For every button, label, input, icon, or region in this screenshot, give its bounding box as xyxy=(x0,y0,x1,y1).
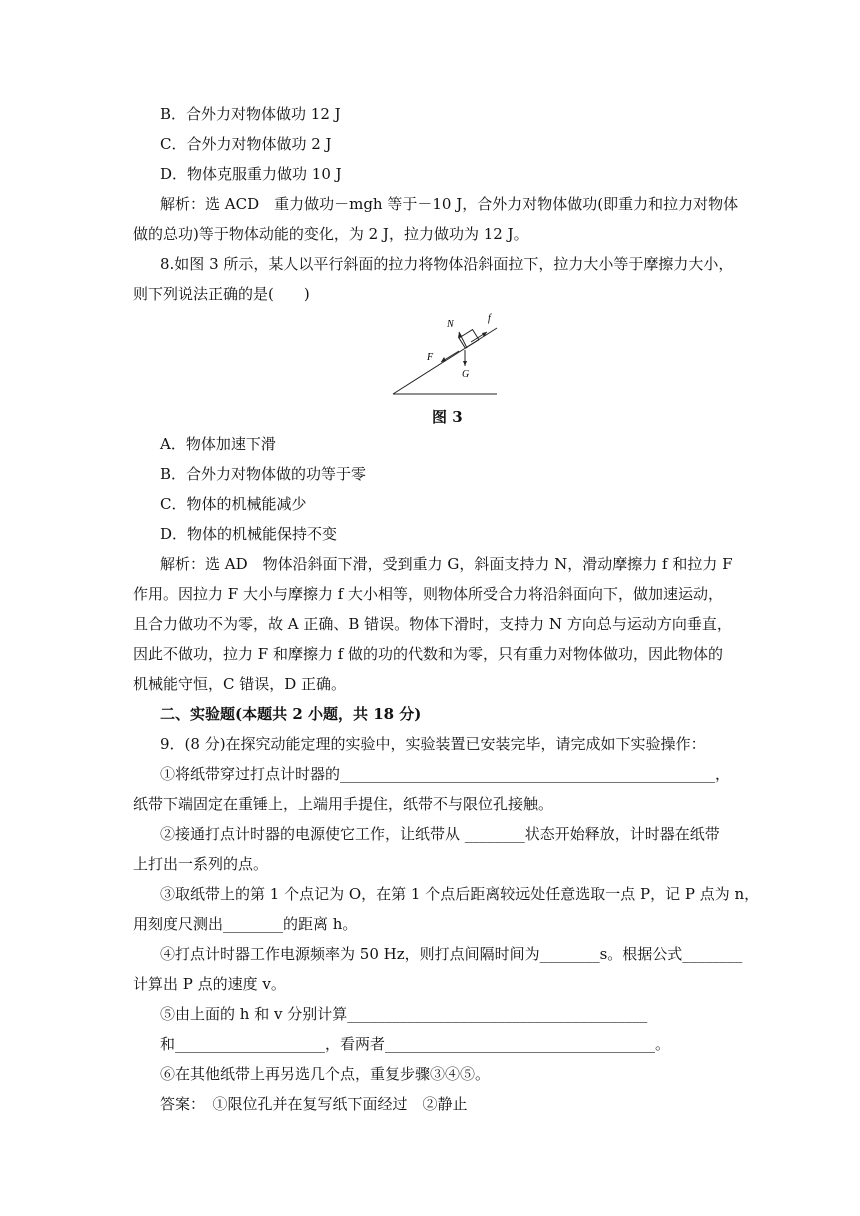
q9-step1-line-1: ①将纸带穿过打点计时器的__________________________________________________， xyxy=(160,765,731,783)
q9-step6: ⑥在其他纸带上再另选几个点，重复步骤③④⑤。 xyxy=(160,1065,491,1083)
figure-caption: 图 3 xyxy=(432,408,463,426)
q9-intro: 9．(8 分)在探究动能定理的实验中，实验装置已安装完毕，请完成如下实验操作： xyxy=(160,735,706,753)
option-b: B．合外力对物体做功 12 J xyxy=(160,105,341,123)
q9-step4-line-1: ④打点计时器工作电源频率为 50 Hz，则打点间隔时间为________s。根据公式________ xyxy=(160,945,743,963)
incline-figure xyxy=(385,308,505,400)
q8-option-c: C．物体的机械能减少 xyxy=(160,495,307,513)
q9-step1-line-2: 纸带下端固定在重锤上，上端用手提住，纸带不与限位孔接触。 xyxy=(133,795,554,813)
label-f: f xyxy=(488,313,491,324)
analysis-8-line-4: 因此不做功，拉力 F 和摩擦力 f 做的功的代数和为零，只有重力对物体做功，因此物体的 xyxy=(133,645,724,663)
gravity-arrowhead xyxy=(463,361,467,366)
option-c: C．合外力对物体做功 2 J xyxy=(160,135,332,153)
q9-step5-line-1: ⑤由上面的 h 和 v 分别计算________________________________________ xyxy=(160,1005,648,1023)
q9-step3-line-2: 用刻度尺测出________的距离 h。 xyxy=(133,915,358,933)
q9-step2-line-2: 上打出一系列的点。 xyxy=(133,855,269,873)
analysis-8-line-2: 作用。因拉力 F 大小与摩擦力 f 大小相等，则物体所受合力将沿斜面向下，做加速运动， xyxy=(133,585,724,603)
q8-option-a: A．物体加速下滑 xyxy=(160,435,276,453)
q9-step4-line-2: 计算出 P 点的速度 v。 xyxy=(133,975,286,993)
label-G: G xyxy=(462,369,470,380)
option-d: D．物体克服重力做功 10 J xyxy=(160,165,342,183)
q8-option-d: D．物体的机械能保持不变 xyxy=(160,525,338,543)
question-8-line-1: 8.如图 3 所示，某人以平行斜面的拉力将物体沿斜面拉下，拉力大小等于摩擦力大小， xyxy=(160,255,734,273)
analysis-8-line-1: 解析：选 AD 物体沿斜面下滑，受到重力 G，斜面支持力 N，滑动摩擦力 f 和拉力 F xyxy=(160,555,733,573)
q9-step3-line-1: ③取纸带上的第 1 个点记为 O，在第 1 个点后距离较远处任意选取一点 P，记 P 点为 n， xyxy=(160,885,760,903)
label-F: F xyxy=(427,352,434,363)
analysis-7-line-1: 解析：选 ACD 重力做功－mgh 等于－10 J，合外力对物体做功(即重力和拉力对物体 xyxy=(160,195,739,213)
analysis-7-line-2: 做的总功)等于物体动能的变化，为 2 J，拉力做功为 12 J。 xyxy=(133,225,529,243)
q9-step5-line-2: 和____________________，看两者____________________________________。 xyxy=(160,1035,671,1053)
analysis-8-line-3: 且合力做功不为零，故 A 正确、B 错误。物体下滑时，支持力 N 方向总与运动方向垂直， xyxy=(133,615,732,633)
label-n: N xyxy=(447,319,454,330)
q9-answer: 答案： ①限位孔并在复写纸下面经过 ②静止 xyxy=(160,1095,468,1113)
section-title: 二、实验题(本题共 2 小题，共 18 分) xyxy=(160,705,422,723)
question-8-line-2: 则下列说法正确的是( ) xyxy=(133,285,310,303)
q9-step2-line-1: ②接通打点计时器的电源使它工作，让纸带从 ________状态开始释放，计时器在纸带 xyxy=(160,825,720,843)
analysis-8-line-5: 机械能守恒，C 错误，D 正确。 xyxy=(133,675,347,693)
q8-option-b: B．合外力对物体做的功等于零 xyxy=(160,465,367,483)
